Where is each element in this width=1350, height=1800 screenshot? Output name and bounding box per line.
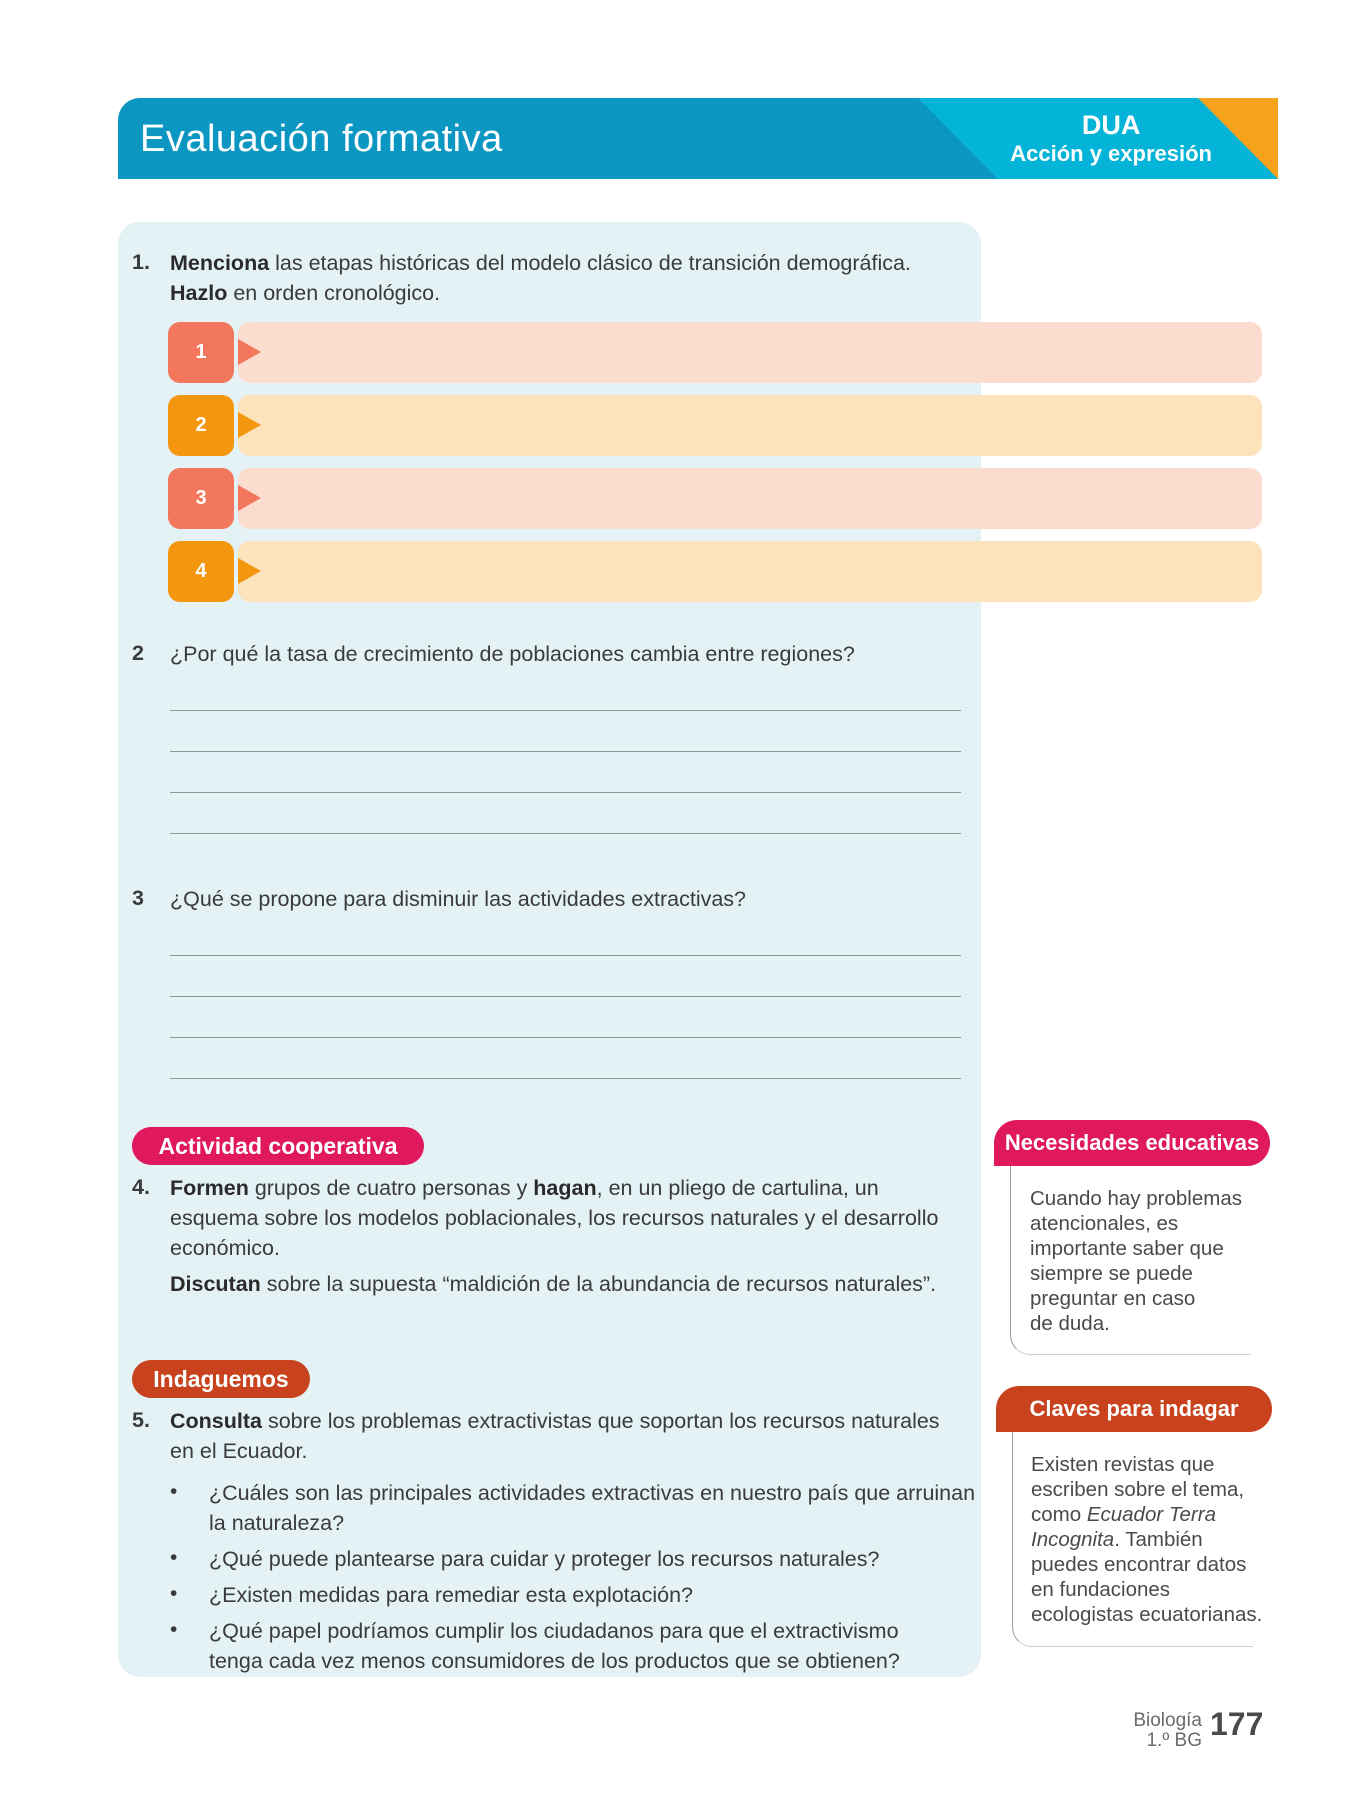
bullet-item-1b: la naturaleza? <box>209 1511 345 1535</box>
answer-line[interactable] <box>170 833 961 834</box>
research-keys-line: ecologistas ecuatorianas. <box>1031 1603 1263 1626</box>
step-number-3: 3 <box>168 468 234 529</box>
q4-text <box>170 1173 970 1299</box>
q4-text3: sobre la supuesta “maldición de la abundancia de recursos naturales”. <box>260 1272 937 1296</box>
bullet-item-4b: tenga cada vez menos consumidores de los productos que se obtienen? <box>209 1649 900 1673</box>
bullet-item-1 <box>209 1478 975 1538</box>
answer-line[interactable] <box>170 792 961 793</box>
arrow-right-icon <box>238 485 261 511</box>
educational-needs-line: preguntar en caso <box>1030 1287 1196 1310</box>
educational-needs-line: siempre se puede <box>1030 1262 1193 1285</box>
arrow-right-icon <box>238 558 261 584</box>
q4-text1: grupos de cuatro personas y <box>248 1176 534 1200</box>
q3-number: 3 <box>132 886 144 910</box>
q5-text1: sobre los problemas extractivistas que soportan los recursos naturales <box>261 1409 940 1433</box>
q1-verb2: Hazlo <box>170 281 228 305</box>
answer-line[interactable] <box>170 751 961 752</box>
answer-bar-1[interactable] <box>238 322 1262 383</box>
dua-subtitle: Acción y expresión <box>1010 141 1212 166</box>
bullet-marker: • <box>170 1546 178 1569</box>
bullet-marker: • <box>170 1480 178 1503</box>
q3-text: ¿Qué se propone para disminuir las actividades extractivas? <box>170 887 747 911</box>
page-title: Evaluación formativa <box>140 118 503 160</box>
bullet-item-4a: ¿Qué papel podríamos cumplir los ciudadanos para que el extractivismo <box>209 1619 899 1643</box>
step-number-1: 1 <box>168 322 234 383</box>
answer-bar-2[interactable] <box>238 395 1262 456</box>
q4-line3: económico. <box>170 1236 280 1260</box>
q2-text: ¿Por qué la tasa de crecimiento de poblaciones cambia entre regiones? <box>170 642 855 666</box>
research-keys-line: en fundaciones <box>1031 1578 1171 1601</box>
arrow-right-icon <box>238 339 261 365</box>
step-number-2: 2 <box>168 395 234 456</box>
bullet-item-3: ¿Existen medidas para remediar esta explotación? <box>209 1583 694 1607</box>
research-keys-line: . También <box>1114 1528 1203 1551</box>
q4-verb3: Discutan <box>170 1272 261 1296</box>
bullet-item-2: ¿Qué puede plantearse para cuidar y proteger los recursos naturales? <box>209 1547 880 1571</box>
magazine-name: Ecuador Terra <box>1086 1503 1216 1526</box>
q5-text2: en el Ecuador. <box>170 1439 308 1463</box>
q4-verb1: Formen <box>170 1176 249 1200</box>
q1-text <box>170 248 970 308</box>
research-keys-line: como <box>1031 1503 1087 1526</box>
q1-text1: las etapas históricas del modelo clásico de transición demográfica. <box>269 251 911 275</box>
answer-line[interactable] <box>170 1078 961 1079</box>
dua-title: DUA <box>1081 110 1141 140</box>
research-keys-text <box>1031 1452 1276 1627</box>
research-keys-line: escriben sobre el tema, <box>1031 1478 1245 1501</box>
research-keys-line: puedes encontrar datos <box>1031 1553 1247 1576</box>
q4-number: 4. <box>132 1175 150 1199</box>
answer-bar-3[interactable] <box>238 468 1262 529</box>
q4-text2: , en un pliego de cartulina, un <box>596 1176 879 1200</box>
cooperative-activity-label: Actividad cooperativa <box>132 1127 424 1165</box>
educational-needs-line: de duda. <box>1030 1312 1110 1335</box>
bullet-item-1a: ¿Cuáles son las principales actividades extractivas en nuestro país que arruinan <box>209 1481 976 1505</box>
research-keys-line: Existen revistas que <box>1031 1453 1215 1476</box>
answer-line[interactable] <box>170 710 961 711</box>
arrow-right-icon <box>238 412 261 438</box>
answer-line[interactable] <box>170 996 961 997</box>
bullet-marker: • <box>170 1618 178 1641</box>
q5-text <box>170 1406 970 1466</box>
answer-bar-4[interactable] <box>238 541 1262 602</box>
answer-line[interactable] <box>170 955 961 956</box>
q4-line2: esquema sobre los modelos poblacionales, los recursos naturales y el desarrollo <box>170 1206 939 1230</box>
educational-needs-line: importante saber que <box>1030 1237 1224 1260</box>
footer-subject <box>1133 1711 1202 1751</box>
educational-needs-line: Cuando hay problemas <box>1030 1187 1242 1210</box>
q5-number: 5. <box>132 1408 150 1432</box>
q1-verb1: Menciona <box>170 251 270 275</box>
q2-number: 2 <box>132 641 144 665</box>
bullet-marker: • <box>170 1582 178 1605</box>
indaguemos-label: Indaguemos <box>132 1360 310 1398</box>
bullet-item-4 <box>209 1616 900 1676</box>
educational-needs-line: atencionales, es <box>1030 1212 1179 1235</box>
research-keys-title: Claves para indagar <box>996 1386 1272 1432</box>
magazine-name-cont: Incognita <box>1031 1528 1115 1551</box>
q5-verb: Consulta <box>170 1409 262 1433</box>
answer-line[interactable] <box>170 1037 961 1038</box>
grade-name: 1.º BG <box>1146 1730 1202 1751</box>
page-number: 177 <box>1210 1706 1264 1742</box>
subject-name: Biología <box>1133 1710 1202 1731</box>
step-number-4: 4 <box>168 541 234 602</box>
section-header <box>118 98 1278 179</box>
q4-verb2: hagan <box>533 1176 597 1200</box>
educational-needs-title: Necesidades educativas <box>994 1120 1270 1166</box>
dua-label <box>1010 110 1212 168</box>
q1-number: 1. <box>132 250 150 274</box>
educational-needs-text <box>1030 1186 1270 1336</box>
q1-text2: en orden cronológico. <box>227 281 441 305</box>
